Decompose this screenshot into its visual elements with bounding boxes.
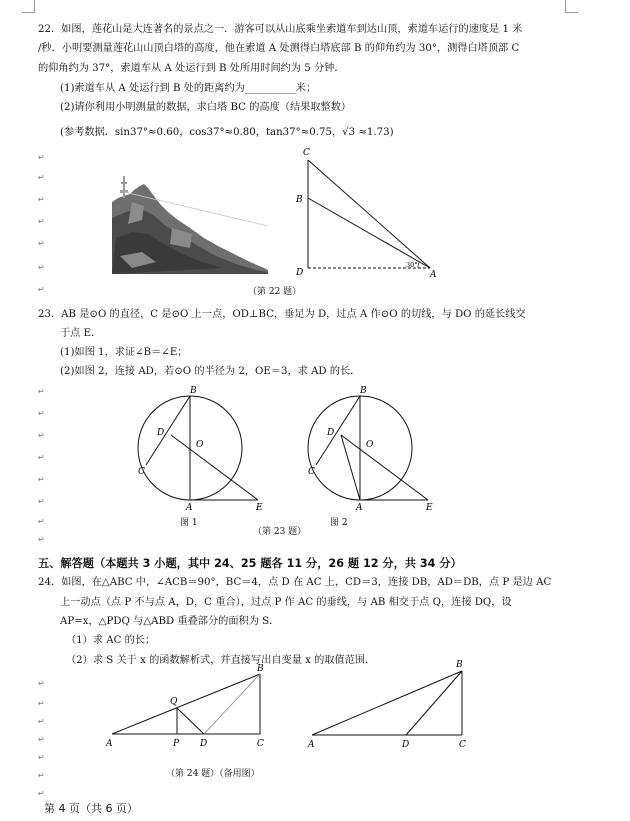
- q23-caption: （第 23 题）: [253, 527, 307, 537]
- paragraph-mark: ↵: [38, 153, 45, 162]
- q23-f1-label-e: E: [256, 503, 263, 513]
- q23-f1-label-c: C: [138, 467, 145, 477]
- q23-f2-label-d: D: [327, 428, 335, 438]
- q24-f2-label-d: D: [402, 740, 410, 750]
- paragraph-mark: ↵: [38, 753, 45, 762]
- q23-figure-1: [130, 385, 270, 513]
- q22-line-ca: [308, 160, 430, 268]
- q24-f1-label-a: A: [106, 739, 113, 749]
- paragraph-mark: ↵: [38, 217, 45, 226]
- paragraph-mark: ↵: [38, 517, 45, 526]
- q24-f2-label-a: A: [308, 740, 315, 750]
- q23-f2-label-b: B: [360, 386, 367, 396]
- q24-caption: （第 24 题）（备用图）: [166, 769, 260, 779]
- paragraph-mark: ↵: [38, 431, 45, 440]
- q23-figure-2: [300, 385, 440, 513]
- paragraph-mark: ↵: [38, 497, 45, 506]
- q23-f2-label-o: O: [366, 440, 374, 450]
- q23-figure-1-caption: 图 1: [180, 518, 198, 528]
- q23-figure-2-caption: 图 2: [330, 518, 348, 528]
- q22-label-c: C: [303, 148, 310, 158]
- q24-f1-label-d: D: [200, 739, 208, 749]
- paragraph-mark: ↵: [38, 453, 45, 462]
- q23-f1-label-a: A: [186, 503, 193, 513]
- q22-subquestion-1: (1)索道车从 A 处运行到 B 处的距离约为__________米；: [60, 83, 317, 94]
- paragraph-mark: ↵: [38, 771, 45, 780]
- page-footer: 第 4 页（共 6 页）: [44, 802, 138, 815]
- q22-line: 的仰角约为 37°，索道车从 A 处运行到 B 处所用时间约为 5 分钟．: [38, 63, 345, 74]
- q23-subquestion-1: (1)如图 1，求证∠B＝∠E；: [60, 347, 188, 358]
- paragraph-mark: ↵: [38, 679, 45, 688]
- q24-f1-label-b: B: [257, 664, 264, 674]
- q23-line: 23．AB 是⊙O 的直径，C 是⊙O 上一点，OD⊥BC，垂足为 D，过点 A 作⊙O 的切线，与 DO 的延长线交: [38, 309, 526, 320]
- paragraph-mark: ↵: [38, 475, 45, 484]
- q24-f2-label-b: B: [456, 660, 463, 670]
- q23-f1-label-b: B: [190, 386, 197, 396]
- q24-f1-label-c: C: [257, 739, 264, 749]
- q22-angle-label: 30°: [406, 261, 418, 269]
- q22-reference-data: (参考数据．sin37°≈0.60，cos37°≈0.80，tan37°≈0.75，√3 ≈1.73): [60, 127, 394, 138]
- q24-figure-1: [100, 662, 280, 752]
- q22-label-b: B: [296, 195, 303, 205]
- q22-triangle-figure: [290, 140, 450, 280]
- q24-line: AP=x，△PDQ 与△ABD 重叠部分的面积为 S．: [60, 616, 280, 627]
- paragraph-mark: ↵: [38, 195, 45, 204]
- q24-line: 24．如图，在△ABC 中，∠ACB＝90°，BC＝4，点 D 在 AC 上，CD＝3，连接 DB，AD＝DB，点 P 是边 AC: [38, 577, 552, 588]
- q23-f1-label-o: O: [196, 440, 204, 450]
- q23-f2-label-c: C: [308, 467, 315, 477]
- page-corner-mark: [565, 0, 578, 13]
- q22-mountain-photo: [112, 168, 268, 274]
- q23-f1-label-d: D: [157, 428, 165, 438]
- paragraph-mark: ↵: [38, 535, 45, 544]
- q22-subquestion-2: (2)请你利用小明测量的数据，求白塔 BC 的高度（结果取整数）: [60, 102, 352, 113]
- paragraph-mark: ↵: [38, 173, 45, 182]
- section-5-heading: 五、解答题（本题共 3 小题，其中 24、25 题各 11 分，26 题 12 分，共 34 分）: [38, 557, 462, 570]
- paragraph-mark: ↵: [38, 263, 45, 272]
- q24-subquestion-1: （1）求 AC 的长；: [66, 635, 156, 646]
- q23-f2-label-a: A: [356, 503, 363, 513]
- q23-line: 于点 E．: [60, 328, 102, 339]
- paragraph-mark: ↵: [38, 717, 45, 726]
- q22-line-ba: [308, 198, 430, 268]
- q24-subquestion-2: （2）求 S 关于 x 的函数解析式，并直接写出自变量 x 的取值范围．: [66, 655, 376, 666]
- paragraph-mark: ↵: [38, 699, 45, 708]
- q24-f1-label-p: P: [173, 739, 180, 749]
- q24-f1-label-q: Q: [170, 697, 178, 707]
- paragraph-mark: ↵: [38, 409, 45, 418]
- paragraph-mark: ↵: [38, 789, 45, 798]
- paragraph-mark: ↵: [38, 285, 45, 294]
- q22-line: /秒．小明要测量莲花山山顶白塔的高度，他在索道 A 处测得白塔底部 B 的仰角约为 30°，测得白塔顶部 C: [38, 43, 520, 54]
- q23-f2-label-e: E: [426, 503, 433, 513]
- paragraph-mark: ↵: [38, 387, 45, 396]
- paragraph-mark: ↵: [38, 239, 45, 248]
- q24-f2-label-c: C: [459, 740, 466, 750]
- q24-figure-2: [302, 655, 482, 755]
- paragraph-mark: ↵: [38, 735, 45, 744]
- q22-line: 22．如图，莲花山是大连著名的景点之一．游客可以从山底乘坐索道车到达山顶，索道车运行的速度是 1 米: [38, 24, 523, 35]
- q22-label-a: A: [430, 270, 437, 280]
- page-corner-mark: [22, 0, 35, 13]
- q22-caption: （第 22 题）: [248, 287, 302, 297]
- q22-label-d: D: [296, 268, 304, 278]
- q24-line: 上一动点（点 P 不与点 A，D，C 重合），过点 P 作 AC 的垂线，与 AB 相交于点 Q，连接 DQ，设: [60, 597, 512, 608]
- q23-subquestion-2: (2)如图 2，连接 AD，若⊙O 的半径为 2，OE＝3，求 AD 的长．: [60, 366, 361, 377]
